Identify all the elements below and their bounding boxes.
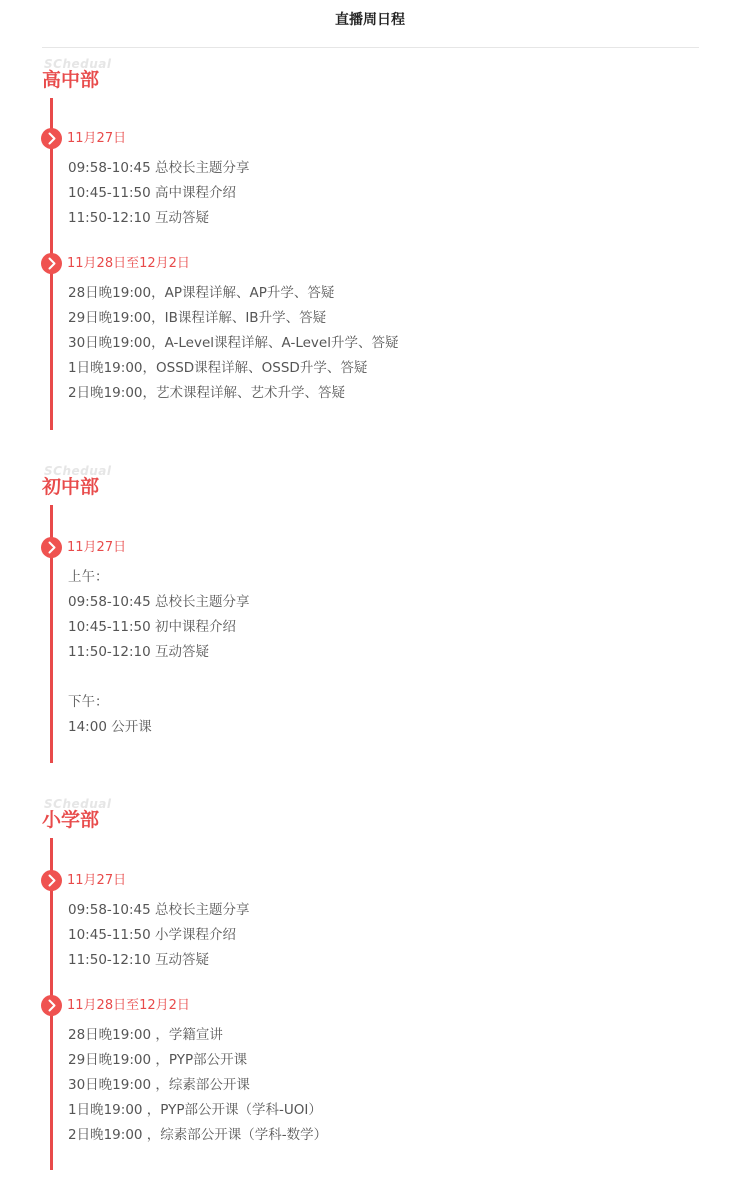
schedule-item: 11:50-12:10 互动答疑 — [68, 952, 209, 968]
schedule-date: 11月27日 — [67, 873, 127, 888]
schedule-item: 2日晚19:00，艺术课程详解、艺术升学、答疑 — [68, 385, 345, 401]
schedule-item: 29日晚19:00 ，PYP部公开课 — [68, 1052, 248, 1068]
schedule-item: 28日晚19:00，AP课程详解、AP升学、答疑 — [68, 285, 335, 301]
schedule-item: 09:58-10:45 总校长主题分享 — [68, 160, 250, 176]
schedule-section — [0, 798, 730, 1174]
title-divider — [42, 47, 699, 48]
schedule-item: 28日晚19:00 ，学籍宣讲 — [68, 1027, 223, 1043]
schedule-item: 30日晚19:00，A-Level课程详解、A-Level升学、答疑 — [68, 335, 399, 351]
schedule-item: 10:45-11:50 小学课程介绍 — [68, 927, 236, 943]
schedule-item: 09:58-10:45 总校长主题分享 — [68, 594, 250, 610]
chevron-right-icon — [41, 870, 62, 891]
schedule-item: 10:45-11:50 高中课程介绍 — [68, 185, 236, 201]
schedule-date: 11月28日至12月2日 — [67, 998, 190, 1013]
schedule-item: 10:45-11:50 初中课程介绍 — [68, 619, 236, 635]
schedule-date: 11月27日 — [67, 540, 127, 555]
schedule-date: 11月28日至12月2日 — [67, 256, 190, 271]
schedule-section — [0, 465, 730, 767]
schedule-item: 1日晚19:00 ，PYP部公开课（学科-UOI） — [68, 1102, 322, 1118]
chevron-right-icon — [41, 253, 62, 274]
schedule-item: 14:00 公开课 — [68, 719, 152, 735]
schedule-item: 下午： — [68, 694, 109, 710]
section-title: 初中部 — [42, 476, 100, 498]
section-watermark: SChedual — [44, 57, 112, 71]
chevron-right-icon — [41, 128, 62, 149]
section-title: 小学部 — [42, 809, 100, 831]
schedule-item: 09:58-10:45 总校长主题分享 — [68, 902, 250, 918]
section-title: 高中部 — [42, 69, 100, 91]
schedule-item: 11:50-12:10 互动答疑 — [68, 644, 209, 660]
schedule-date: 11月27日 — [67, 131, 127, 146]
schedule-item: 2日晚19:00 ，综素部公开课（学科-数学） — [68, 1127, 328, 1143]
section-watermark: SChedual — [44, 797, 112, 811]
schedule-section — [0, 58, 730, 434]
schedule-item: 11:50-12:10 互动答疑 — [68, 210, 209, 226]
chevron-right-icon — [41, 995, 62, 1016]
schedule-item: 1日晚19:00，OSSD课程详解、OSSD升学、答疑 — [68, 360, 368, 376]
schedule-item: 上午： — [68, 569, 109, 585]
chevron-right-icon — [41, 537, 62, 558]
page-title: 直播周日程 — [335, 12, 405, 28]
schedule-item: 30日晚19:00 ，综素部公开课 — [68, 1077, 250, 1093]
schedule-item: 29日晚19:00，IB课程详解、IB升学、答疑 — [68, 310, 327, 326]
section-watermark: SChedual — [44, 464, 112, 478]
